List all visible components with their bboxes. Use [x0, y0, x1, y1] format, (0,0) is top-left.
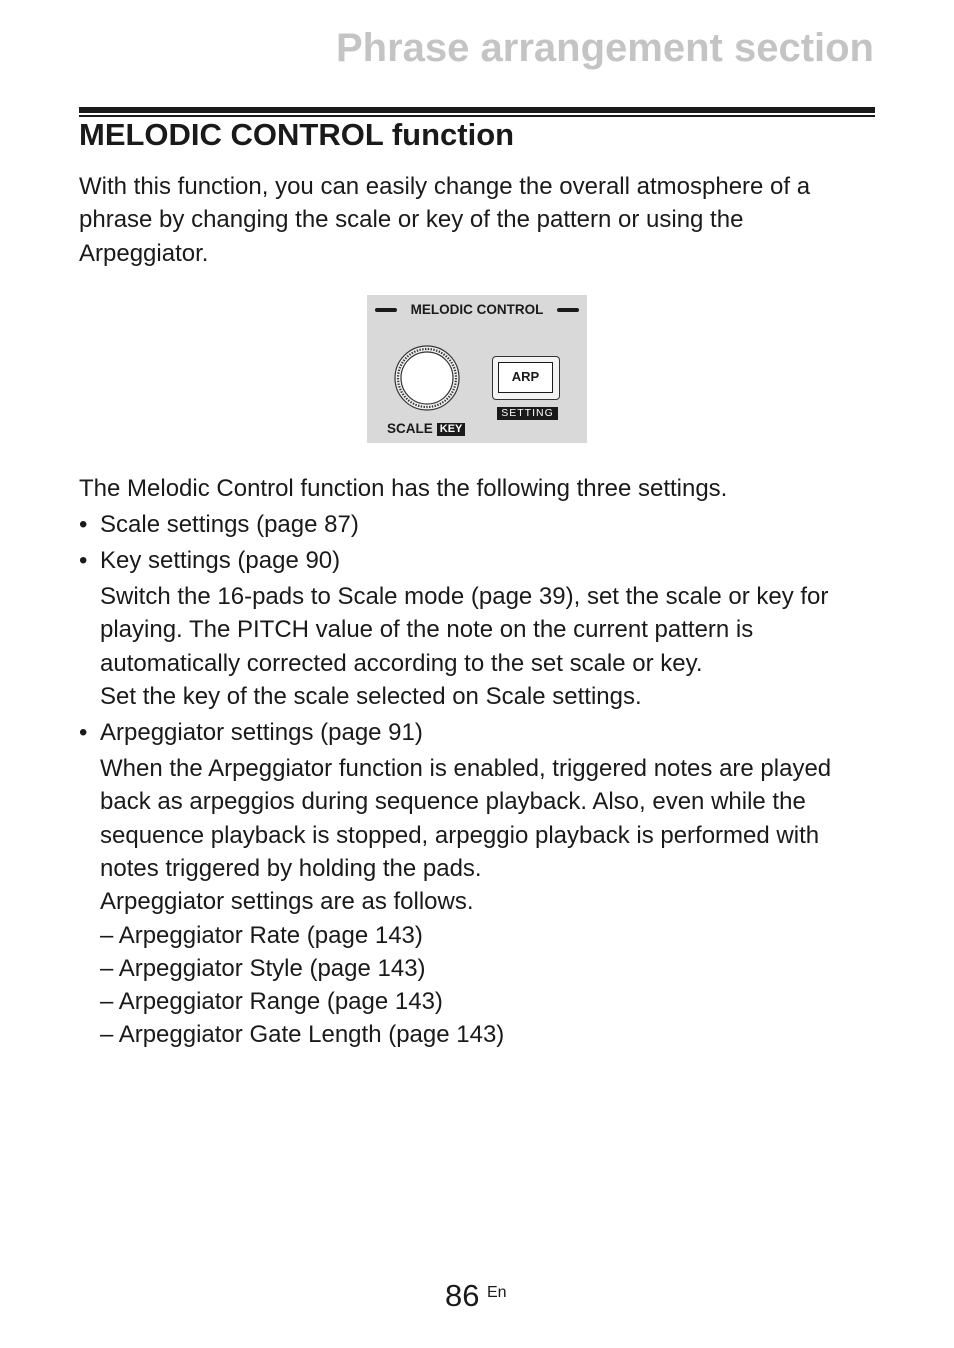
scale-knob-icon	[394, 345, 460, 411]
detail-line: When the Arpeggiator function is enabled, triggered notes are played	[100, 755, 832, 782]
detail-line: automatically corrected according to the set scale or key.	[100, 650, 703, 677]
bullet-label: Arpeggiator settings (page 91)	[100, 719, 423, 746]
melodic-control-panel-figure	[367, 295, 587, 443]
detail-line: playing. The PITCH value of the note on the current pattern is	[100, 616, 754, 643]
bullet-icon: •	[79, 511, 88, 538]
setting-tag: SETTING	[497, 407, 558, 420]
arp-button-label: ARP	[498, 362, 553, 393]
detail-line: notes triggered by holding the pads.	[100, 855, 482, 882]
key-tag: KEY	[437, 423, 466, 436]
arp-button	[492, 356, 560, 400]
panel-bar-right	[557, 308, 579, 312]
bullet-icon: •	[79, 547, 88, 574]
running-head: Phrase arrangement section	[336, 26, 874, 70]
page-number: 86	[445, 1278, 480, 1313]
sub-item: – Arpeggiator Rate (page 143)	[100, 922, 423, 949]
sub-item: – Arpeggiator Gate Length (page 143)	[100, 1021, 505, 1048]
section-title: MELODIC CONTROL function	[79, 117, 515, 152]
scale-label-group	[387, 421, 465, 436]
sub-item: – Arpeggiator Style (page 143)	[100, 955, 426, 982]
detail-line: sequence playback is stopped, arpeggio playback is performed with	[100, 822, 820, 849]
detail-line: Set the key of the scale selected on Scale settings.	[100, 683, 642, 710]
intro-line: Arpeggiator.	[79, 240, 209, 267]
bullet-icon: •	[79, 719, 88, 746]
sub-item: – Arpeggiator Range (page 143)	[100, 988, 443, 1015]
detail-line: Switch the 16-pads to Scale mode (page 39), set the scale or key for	[100, 583, 829, 610]
detail-line: Arpeggiator settings are as follows.	[100, 888, 474, 915]
scale-label: SCALE	[387, 421, 433, 436]
bullet-label: Key settings (page 90)	[100, 547, 341, 574]
bullet-label: Scale settings (page 87)	[100, 511, 359, 538]
detail-line: back as arpeggios during sequence playback. Also, even while the	[100, 788, 806, 815]
intro-line: phrase by changing the scale or key of the pattern or using the	[79, 206, 744, 233]
panel-title: MELODIC CONTROL	[410, 302, 544, 317]
header-rule-thick	[79, 107, 875, 113]
settings-lead: The Melodic Control function has the following three settings.	[79, 475, 728, 502]
page-language: En	[487, 1284, 507, 1301]
intro-line: With this function, you can easily change the overall atmosphere of a	[79, 173, 811, 200]
